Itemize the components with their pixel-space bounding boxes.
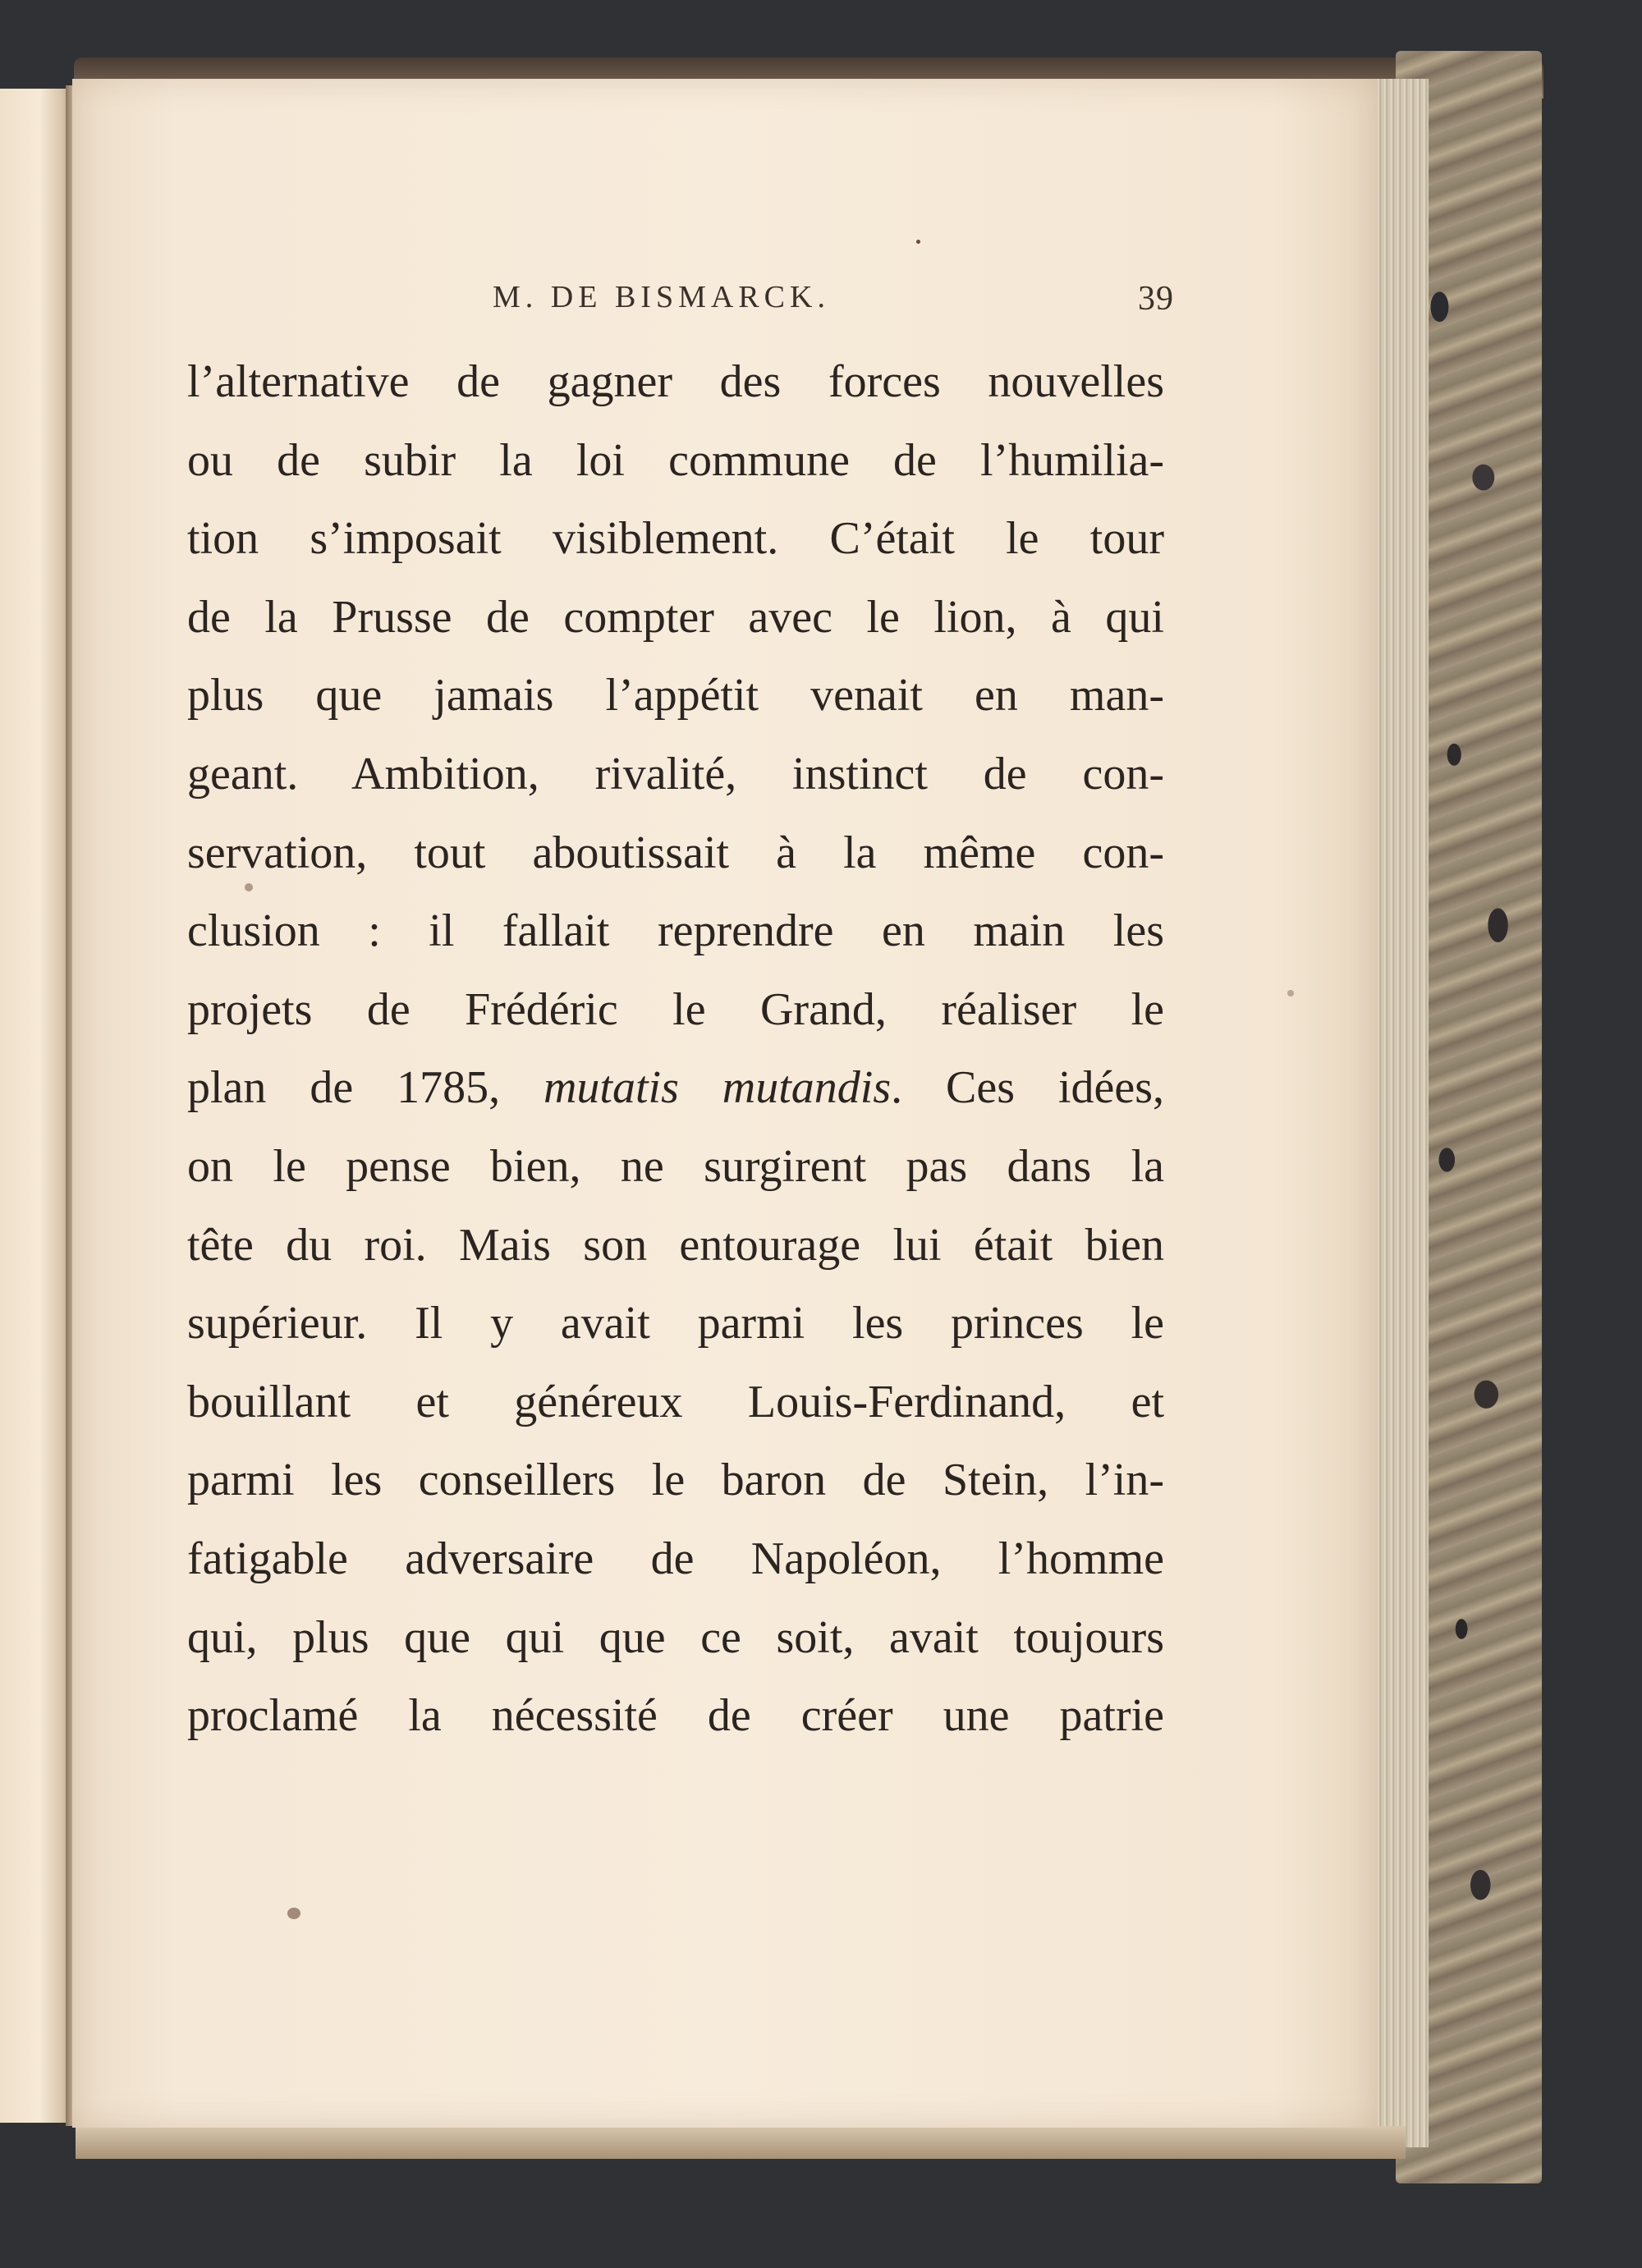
text-line: l’alternative de gagner des forces nouvelles xyxy=(187,356,1164,407)
page-number: 39 xyxy=(1138,280,1174,318)
text-line: projets de Frédéric le Grand, réaliser le xyxy=(187,983,1164,1035)
text-line: de la Prusse de compter avec le lion, à qui xyxy=(187,591,1164,643)
body-text xyxy=(187,343,1164,1756)
text-line: on le pense bien, ne surgirent pas dans la xyxy=(187,1140,1164,1192)
text-line: tête du roi. Mais son entourage lui était bien xyxy=(187,1219,1164,1271)
text-line: ou de subir la loi commune de l’humilia- xyxy=(187,434,1164,486)
paper-speck xyxy=(287,1908,300,1919)
text-line-with-italic xyxy=(187,1049,1164,1128)
running-head xyxy=(493,279,1174,328)
text-line: plus que jamais l’appétit venait en man- xyxy=(187,670,1164,722)
text-line: servation, tout aboutissait à la même con- xyxy=(187,827,1164,878)
text-line: bouillant et généreux Louis-Ferdinand, et xyxy=(187,1376,1164,1427)
text-segment: . Ces idées, xyxy=(891,1062,1165,1114)
paper-speck xyxy=(1287,990,1294,997)
running-title: M. DE BISMARCK. xyxy=(493,280,830,314)
text-line: fatigable adversaire de Napoléon, l’homme xyxy=(187,1533,1164,1584)
text-segment: plan de 1785, xyxy=(187,1062,501,1114)
text-line: tion s’imposait visiblement. C’était le tour xyxy=(187,513,1164,565)
left-page-edge xyxy=(0,89,72,2123)
text-line: geant. Ambition, rivalité, instinct de con- xyxy=(187,748,1164,800)
text-line: clusion : il fallait reprendre en main les xyxy=(187,905,1164,957)
italic-phrase: mutatis mutandis xyxy=(543,1062,892,1114)
text-line: proclamé la nécessité de créer une patrie xyxy=(187,1690,1164,1742)
paper-speck xyxy=(916,240,920,244)
page-bottom-edge xyxy=(76,2126,1406,2159)
text-line: supérieur. Il y avait parmi les princes le xyxy=(187,1298,1164,1349)
text-line: qui, plus que qui que ce soit, avait toujours xyxy=(187,1611,1164,1663)
text-line: parmi les conseillers le baron de Stein, l’in- xyxy=(187,1455,1164,1506)
